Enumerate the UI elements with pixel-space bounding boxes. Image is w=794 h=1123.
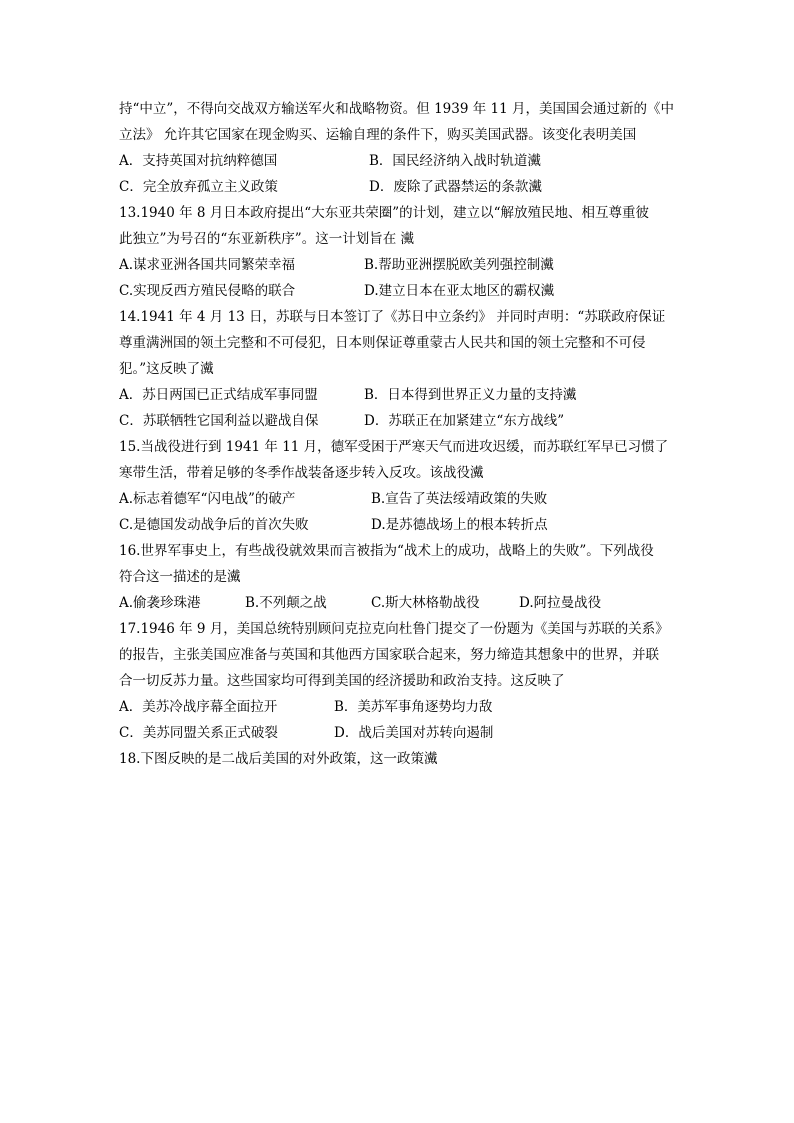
option-a[interactable]: A．支持英国对抗纳粹德国: [119, 153, 278, 169]
option-a[interactable]: A.谋求亚洲各国共同繁荣幸福: [119, 257, 296, 273]
option-row: [119, 252, 684, 278]
option-row: [119, 278, 684, 304]
option-a[interactable]: A.偷袭珍珠港: [119, 595, 201, 611]
option-c[interactable]: C.斯大林格勒战役: [371, 595, 480, 611]
question-text-line: 13.1940 年 8 月日本政府提出“大东亚共荣圈”的计划，建立以“解放殖民地、相互尊重彼: [119, 205, 649, 221]
option-a[interactable]: A．苏日两国已正式结成军事同盟: [119, 387, 318, 403]
question-12: [119, 96, 684, 200]
question-text-line: 犯。”这反映了瀻: [119, 361, 214, 377]
option-c[interactable]: C.实现反西方殖民侵略的联合: [119, 283, 296, 299]
question-18: [119, 746, 684, 772]
question-text-line: 14.1941 年 4 月 13 日，苏联与日本签订了《苏日中立条约》 并同时声明：“苏联政府保证: [119, 309, 666, 325]
option-d[interactable]: D.是苏德战场上的根本转折点: [371, 517, 548, 533]
option-row: [119, 486, 684, 512]
option-row: [119, 590, 684, 616]
option-b[interactable]: B．日本得到世界正义力量的支持瀻: [364, 387, 577, 403]
option-b[interactable]: B.宣告了英法绥靖政策的失败: [371, 491, 548, 507]
option-row: [119, 694, 684, 720]
question-text-line: 合一切反苏力量。这些国家均可得到美国的经济援助和政治支持。这反映了: [119, 673, 565, 689]
question-13: [119, 200, 684, 304]
question-text-line: 16.世界军事史上，有些战役就效果而言被指为“战术上的成功，战略上的失败”。下列战役: [119, 543, 654, 559]
question-15: [119, 434, 684, 538]
question-text-line: 持“中立”，不得向交战双方输送军火和战略物资。但 1939 年 11 月，美国国会通过新的《中: [119, 101, 675, 117]
option-c[interactable]: C.是德国发动战争后的首次失败: [119, 517, 309, 533]
option-d[interactable]: D．战后美国对苏转向遏制: [334, 725, 494, 741]
option-row: [119, 174, 684, 200]
question-text-line: 寒带生活，带着足够的冬季作战装备逐步转入反攻。该战役瀻: [119, 465, 484, 481]
question-text-line: 的报告，主张美国应准备与英国和其他西方国家联合起来，努力缔造其想象中的世界，并联: [119, 647, 659, 663]
question-text-line: 尊重满洲国的领土完整和不可侵犯，日本则保证尊重蒙古人民共和国的领土完整和不可侵: [119, 335, 646, 351]
option-b[interactable]: B．国民经济纳入战时轨道瀻: [369, 153, 541, 169]
option-row: [119, 720, 684, 746]
option-b[interactable]: B.不列颠之战: [245, 595, 327, 611]
option-d[interactable]: D．废除了武器禁运的条款瀻: [369, 179, 542, 195]
option-d[interactable]: D.阿拉曼战役: [519, 595, 602, 611]
question-14: [119, 304, 684, 434]
question-text-line: 符合这一描述的是瀻: [119, 569, 241, 585]
option-c[interactable]: C．美苏同盟关系正式破裂: [119, 725, 278, 741]
question-text-line: 15.当战役进行到 1941 年 11 月，德军受困于严寒天气而进攻迟缓，而苏联红军早已习惯了: [119, 439, 669, 455]
question-17: [119, 616, 684, 746]
option-c[interactable]: C．完全放弃孤立主义政策: [119, 179, 278, 195]
option-b[interactable]: B.帮助亚洲摆脱欧美列强控制瀻: [364, 257, 554, 273]
question-text-line: 18.下图反映的是二战后美国的对外政策，这一政策瀻: [119, 751, 438, 767]
question-text-line: 立法》 允许其它国家在现金购买、运输自理的条件下，购买美国武器。该变化表明美国: [119, 127, 637, 143]
option-c[interactable]: C．苏联牺牲它国利益以避战自保: [119, 413, 319, 429]
option-row: [119, 148, 684, 174]
option-d[interactable]: D.建立日本在亚太地区的霸权瀻: [364, 283, 555, 299]
option-d[interactable]: D．苏联正在加紧建立“东方战线”: [364, 413, 565, 429]
exam-page: [119, 96, 684, 772]
option-row: [119, 408, 684, 434]
option-b[interactable]: B．美苏军事角逐势均力敌: [334, 699, 493, 715]
question-16: [119, 538, 684, 616]
option-row: [119, 512, 684, 538]
option-a[interactable]: A．美苏冷战序幕全面拉开: [119, 699, 278, 715]
option-a[interactable]: A.标志着德军“闪电战”的破产: [119, 491, 296, 507]
option-row: [119, 382, 684, 408]
question-text-line: 此独立”为号召的“东亚新秩序”。这一计划旨在 瀻: [119, 231, 414, 247]
question-text-line: 17.1946 年 9 月，美国总统特别顾问克拉克向杜鲁门提交了一份题为《美国与苏联的关系》: [119, 621, 669, 637]
